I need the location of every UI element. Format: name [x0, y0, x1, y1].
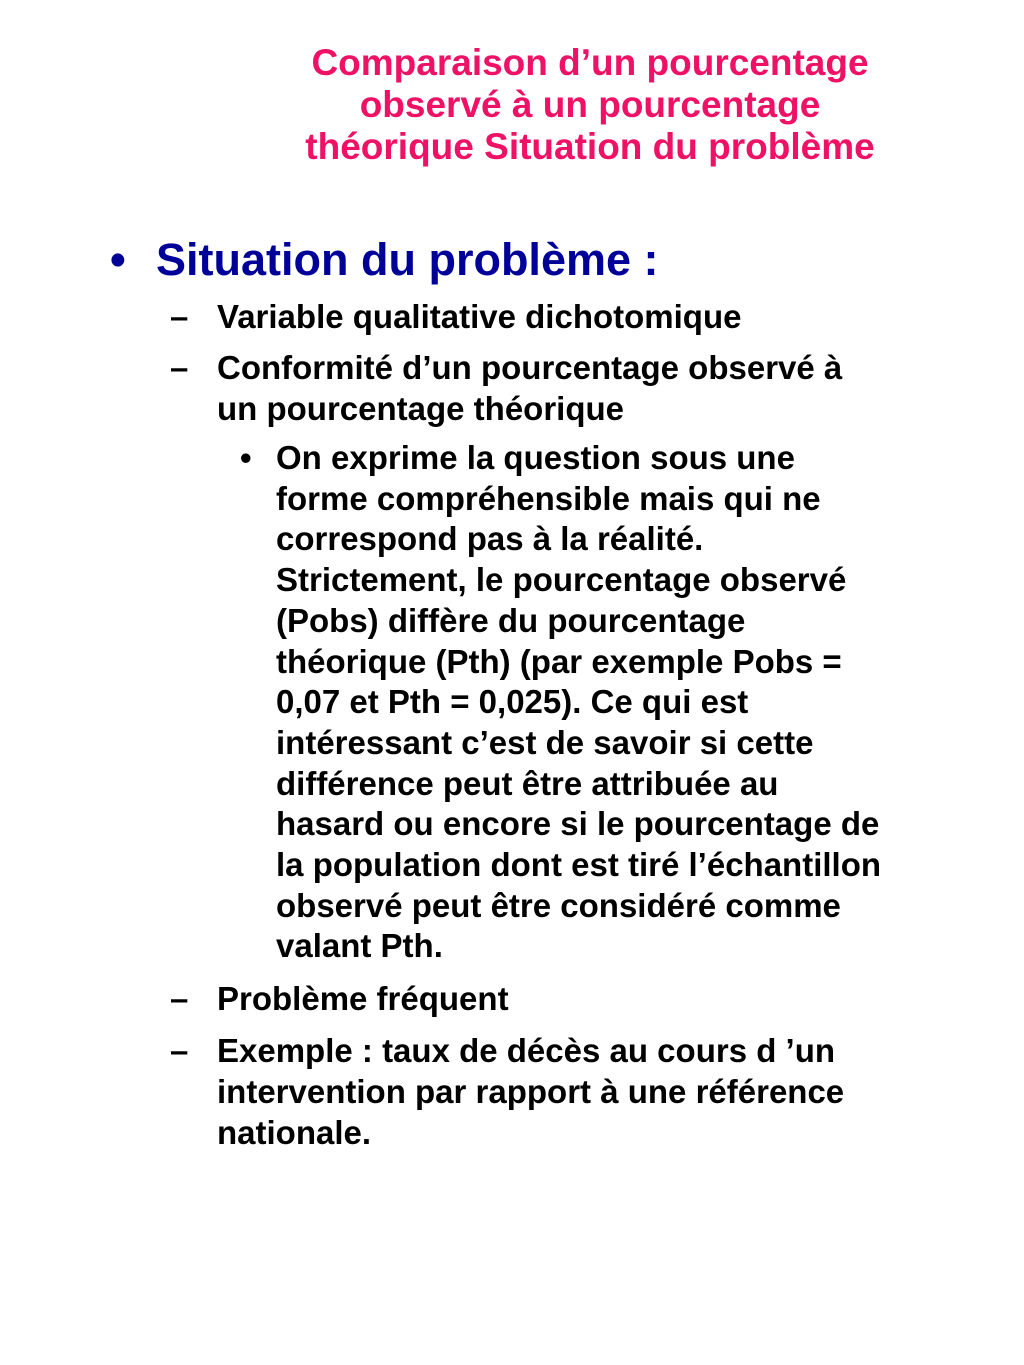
sub-item-line: nationale. — [217, 1114, 372, 1151]
nested-bullet-item — [240, 438, 985, 967]
dash-marker: – — [170, 1032, 189, 1069]
sub-item-line: Variable qualitative dichotomique — [217, 298, 742, 335]
title-line: théorique Situation du problème — [305, 126, 875, 167]
main-bullet-text: Situation du problème : — [156, 234, 659, 285]
bullet-marker: • — [110, 234, 126, 285]
nested-item-line: On exprime la question sous une — [276, 439, 795, 476]
sub-item-text — [217, 296, 960, 337]
sub-item-line: Problème fréquent — [217, 980, 509, 1017]
nested-item-line: valant Pth. — [276, 927, 443, 965]
dash-marker: – — [170, 980, 189, 1017]
dash-marker: – — [170, 298, 189, 335]
sub-item — [170, 296, 960, 337]
nested-item-line: 0,07 et Pth = 0,025). Ce qui est — [276, 683, 749, 721]
sub-item-line: Conformité d’un pourcentage observé à — [217, 349, 843, 386]
sub-item-line: intervention par rapport à une référence — [217, 1073, 845, 1110]
title-line: observé à un pourcentage — [359, 84, 821, 125]
nested-item-line: observé peut être considéré comme — [276, 886, 841, 924]
nested-item-line: la population dont est tiré l’échantillon — [276, 846, 882, 884]
sub-item-text — [217, 1030, 960, 1153]
bullet-marker: • — [240, 439, 252, 476]
nested-item-line: forme compréhensible mais qui ne — [276, 479, 821, 517]
sub-item — [170, 1030, 960, 1153]
nested-item-line: (Pobs) diffère du pourcentage — [276, 601, 746, 639]
sub-item — [170, 978, 960, 1019]
sub-item — [170, 347, 960, 429]
sub-item-line: un pourcentage théorique — [217, 390, 625, 427]
nested-item-line: intéressant c’est de savoir si cette — [276, 723, 814, 761]
sub-item-line: Exemple : taux de décès au cours d ’un — [217, 1032, 836, 1069]
sub-item-text — [217, 347, 960, 429]
title-line: Comparaison d’un pourcentage — [311, 42, 869, 83]
nested-item-line: Strictement, le pourcentage observé — [276, 561, 847, 599]
dash-marker: – — [170, 349, 189, 386]
nested-item-line: théorique (Pth) (par exemple Pobs = — [276, 642, 842, 680]
nested-item-line: hasard ou encore si le pourcentage de — [276, 805, 880, 843]
nested-item-line: correspond pas à la réalité. — [276, 520, 704, 558]
sub-item-text — [217, 978, 960, 1019]
nested-item-line: différence peut être attribuée au — [276, 764, 779, 802]
slide-title — [205, 42, 975, 168]
nested-item-text — [276, 438, 985, 967]
